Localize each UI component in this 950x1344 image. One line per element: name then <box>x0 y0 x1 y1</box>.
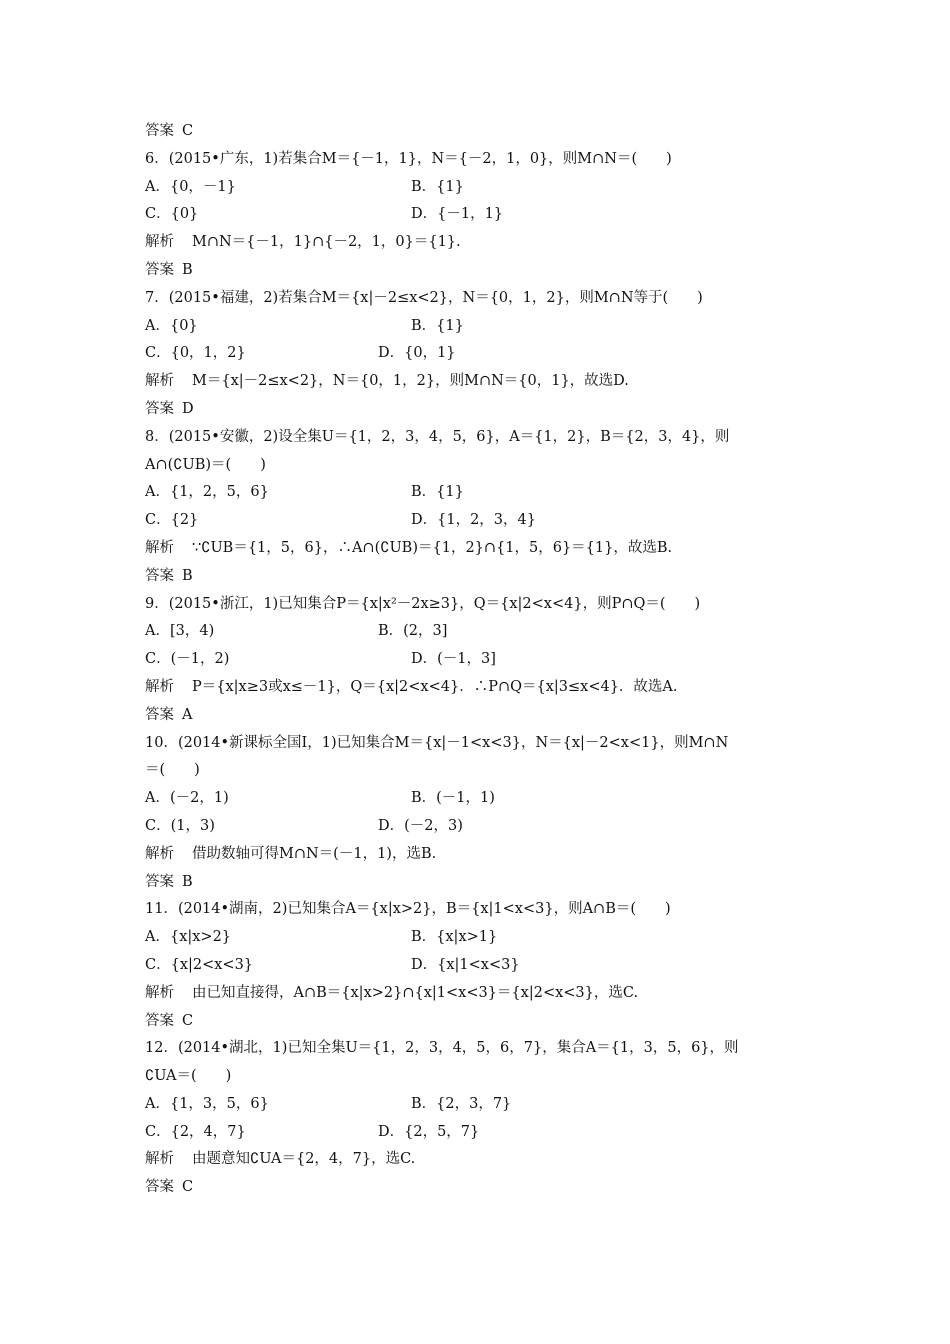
analysis-line <box>145 980 810 1008</box>
option-left: C．{x|2<x<3} <box>145 956 254 973</box>
analysis-label: 解析 <box>145 1151 174 1168</box>
answer-line <box>145 563 810 591</box>
option-left: C．{0，1，2} <box>145 345 246 362</box>
analysis-line <box>145 674 810 702</box>
option-right: B．{x|x>1} <box>411 929 498 946</box>
option-right: D．(－2，3) <box>378 817 463 834</box>
answer-label: 答案 <box>145 567 174 584</box>
analysis-text: ∵∁UB＝{1，5，6}，∴A∩(∁UB)＝{1，2}∩{1，5，6}＝{1}，故选B. <box>192 539 673 556</box>
analysis-text: 由题意知∁UA＝{2，4，7}，选C. <box>192 1151 416 1168</box>
page-content <box>145 118 810 1202</box>
options-row <box>145 952 810 980</box>
option-right: D．{0，1} <box>378 345 456 362</box>
answer-line <box>145 1174 810 1202</box>
answer-label: 答案 <box>145 1012 174 1029</box>
question-text: 7．(2015•福建，2)若集合M＝{x|－2≤x<2}，N＝{0，1，2}，则M∩N等于( ) <box>145 289 703 306</box>
answer-line <box>145 257 810 285</box>
analysis-text: 由已知直接得，A∩B＝{x|x>2}∩{x|1<x<3}＝{x|2<x<3}，选C. <box>192 984 639 1001</box>
answer-value: C <box>182 1179 194 1196</box>
options-row <box>145 479 810 507</box>
answer-line <box>145 118 810 146</box>
option-left: A．{0} <box>145 317 198 334</box>
options-row <box>145 313 810 341</box>
answer-value: B <box>182 261 193 278</box>
question-text: 8．(2015•安徽，2)设全集U＝{1，2，3，4，5，6}，A＝{1，2}，B＝{2，3，4}，则 <box>145 428 730 445</box>
option-right: B．(2，3] <box>378 623 448 640</box>
options-row <box>145 785 810 813</box>
analysis-line <box>145 1146 810 1174</box>
option-left: A．{0，－1} <box>145 178 236 195</box>
option-right: D．{－1，1} <box>411 206 504 223</box>
answer-label: 答案 <box>145 261 174 278</box>
option-right: B．{2，3，7} <box>411 1095 512 1112</box>
option-right: D．{2，5，7} <box>378 1123 480 1140</box>
analysis-text: P＝{x|x≥3或x≤－1}，Q＝{x|2<x<4}．∴P∩Q＝{x|3≤x<4}．故选A. <box>192 678 678 695</box>
answer-value: B <box>182 567 193 584</box>
option-left: A．{1，2，5，6} <box>145 484 269 501</box>
option-left: C．(－1，2) <box>145 651 230 668</box>
option-right: B．{1} <box>411 317 464 334</box>
option-left: A．{1，3，5，6} <box>145 1095 269 1112</box>
question-text: 10．(2014•新课标全国Ⅰ，1)已知集合M＝{x|－1<x<3}，N＝{x|－2<x<1}，则M∩N <box>145 734 729 751</box>
option-right: D．{x|1<x<3} <box>411 956 520 973</box>
options-row <box>145 646 810 674</box>
answer-label: 答案 <box>145 1179 174 1196</box>
option-right: B．{1} <box>411 178 464 195</box>
option-right: D．(－1，3] <box>411 651 496 668</box>
answer-label: 答案 <box>145 400 174 417</box>
option-left: A．{x|x>2} <box>145 929 232 946</box>
question-text: 11．(2014•湖南，2)已知集合A＝{x|x>2}，B＝{x|1<x<3}，则A∩B＝( ) <box>145 901 671 918</box>
answer-value: A <box>182 706 193 723</box>
options-row <box>145 507 810 535</box>
answer-label: 答案 <box>145 706 174 723</box>
question-text: 6．(2015•广东，1)若集合M＝{－1，1}，N＝{－2，1，0}，则M∩N＝( ) <box>145 150 672 167</box>
analysis-label: 解析 <box>145 984 174 1001</box>
option-right: D．{1，2，3，4} <box>411 512 536 529</box>
analysis-label: 解析 <box>145 373 174 390</box>
options-row <box>145 813 810 841</box>
options-row <box>145 1119 810 1147</box>
options-row <box>145 924 810 952</box>
options-row <box>145 340 810 368</box>
answer-value: D <box>182 400 194 417</box>
answer-line <box>145 702 810 730</box>
options-row <box>145 174 810 202</box>
option-right: B．(－1，1) <box>411 790 495 807</box>
analysis-label: 解析 <box>145 234 174 251</box>
analysis-label: 解析 <box>145 845 174 862</box>
option-left: C．{0} <box>145 206 199 223</box>
answer-label: 答案 <box>145 873 174 890</box>
option-right: B．{1} <box>411 484 464 501</box>
analysis-line <box>145 841 810 869</box>
question-text: ∁UA＝( ) <box>145 1068 232 1085</box>
answer-label: 答案 <box>145 123 174 139</box>
answer-line <box>145 869 810 897</box>
answer-value: C <box>182 123 194 139</box>
option-left: C．(1，3) <box>145 817 215 834</box>
answer-value: C <box>182 1012 194 1029</box>
option-left: A．[3，4) <box>145 623 215 640</box>
analysis-line <box>145 229 810 257</box>
answer-line <box>145 396 810 424</box>
analysis-text: M∩N＝{－1，1}∩{－2，1，0}＝{1}. <box>192 234 461 251</box>
answer-value: B <box>182 873 193 890</box>
options-row <box>145 618 810 646</box>
analysis-text: 借助数轴可得M∩N＝(－1，1)，选B. <box>192 845 437 862</box>
options-row <box>145 1091 810 1119</box>
question-text: 9．(2015•浙江，1)已知集合P＝{x|x²－2x≥3}，Q＝{x|2<x<4}，则P∩Q＝( ) <box>145 595 701 612</box>
question-text: A∩(∁UB)＝( ) <box>145 456 266 473</box>
analysis-label: 解析 <box>145 539 174 556</box>
option-left: A．(－2，1) <box>145 790 229 807</box>
analysis-line <box>145 535 810 563</box>
options-row <box>145 201 810 229</box>
option-left: C．{2，4，7} <box>145 1123 246 1140</box>
question-text: ＝( ) <box>145 762 200 779</box>
question-text: 12．(2014•湖北，1)已知全集U＝{1，2，3，4，5，6，7}，集合A＝{1，3，5，6}，则 <box>145 1040 739 1057</box>
analysis-label: 解析 <box>145 678 174 695</box>
answer-line <box>145 1008 810 1036</box>
analysis-line <box>145 368 810 396</box>
analysis-text: M＝{x|－2≤x<2}，N＝{0，1，2}，则M∩N＝{0，1}，故选D. <box>192 373 629 390</box>
option-left: C．{2} <box>145 512 199 529</box>
